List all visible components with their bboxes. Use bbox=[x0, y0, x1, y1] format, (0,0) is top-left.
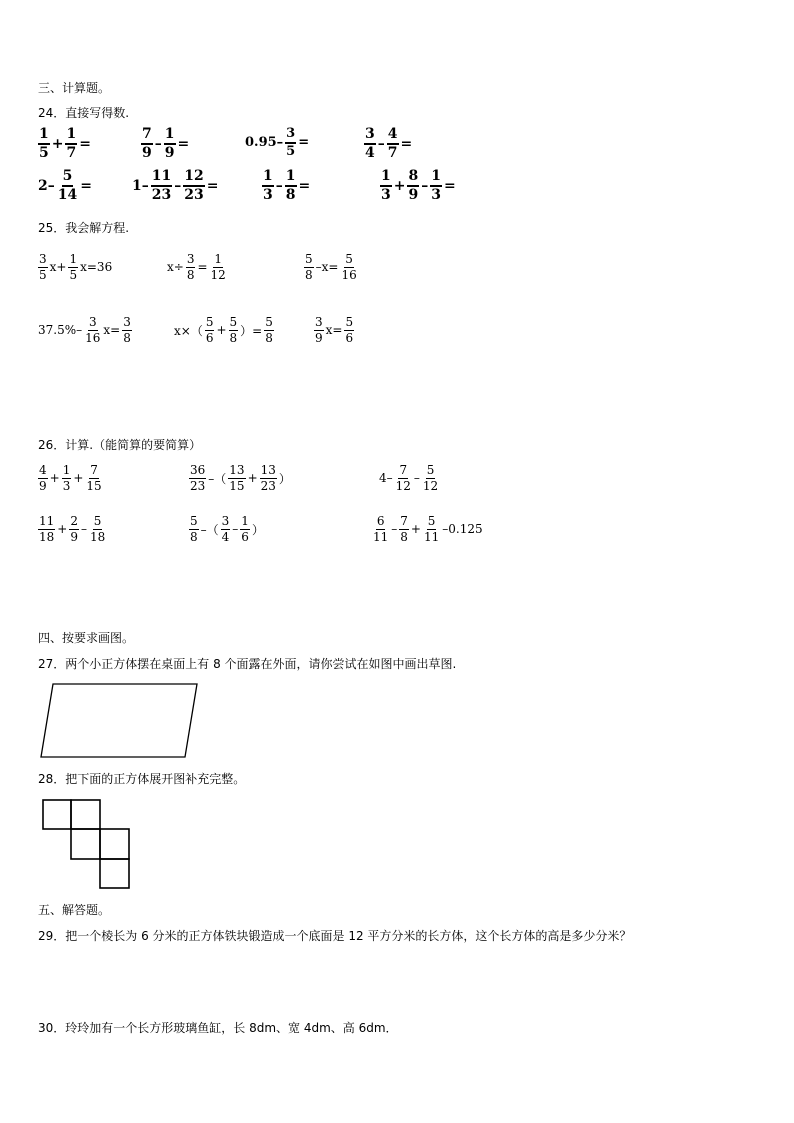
operator-text: x÷ bbox=[167, 260, 184, 275]
operator-text: 1– bbox=[132, 177, 149, 194]
fraction-numerator: 1 bbox=[262, 169, 274, 187]
operator-text: ） bbox=[278, 471, 291, 486]
fraction-numerator: 1 bbox=[38, 127, 50, 145]
operator-text: + bbox=[247, 471, 258, 486]
question-28-title: 28．把下面的正方体展开图补充完整。 bbox=[38, 772, 246, 786]
operator-text: ） bbox=[251, 522, 264, 537]
fraction-numerator: 5 bbox=[229, 315, 238, 329]
fraction-denominator: 18 bbox=[39, 529, 55, 544]
fraction-denominator: 6 bbox=[205, 330, 214, 345]
fraction-numerator: 3 bbox=[186, 252, 195, 266]
fraction-numerator: 8 bbox=[407, 169, 419, 187]
fraction-denominator: 4 bbox=[221, 529, 230, 544]
fraction-numerator: 5 bbox=[345, 315, 354, 329]
operator-text: = bbox=[177, 135, 190, 152]
fraction-denominator: 9 bbox=[408, 186, 419, 203]
fraction-numerator: 3 bbox=[221, 514, 230, 528]
fraction-numerator: 3 bbox=[315, 315, 323, 329]
fraction-denominator: 23 bbox=[190, 478, 206, 493]
operator-text: = bbox=[79, 135, 91, 152]
fraction-denominator: 8 bbox=[186, 267, 195, 282]
fraction-numerator: 7 bbox=[400, 514, 408, 528]
fraction-numerator: 5 bbox=[345, 252, 353, 266]
fraction-denominator: 8 bbox=[265, 330, 273, 345]
operator-text: = bbox=[298, 177, 311, 194]
fraction-denominator: 6 bbox=[241, 529, 249, 544]
cube-net-square bbox=[100, 829, 129, 859]
operator-text: – bbox=[154, 135, 162, 152]
fraction-denominator: 9 bbox=[142, 144, 152, 161]
fraction-denominator: 8 bbox=[190, 529, 198, 544]
fraction-denominator: 12 bbox=[395, 478, 411, 493]
fraction-numerator: 5 bbox=[426, 463, 435, 477]
fraction-numerator: 7 bbox=[141, 127, 153, 145]
fraction-denominator: 15 bbox=[86, 478, 102, 493]
operator-text: 4– bbox=[379, 471, 393, 486]
fraction-numerator: 1 bbox=[241, 514, 249, 528]
operator-text: x=36 bbox=[80, 260, 113, 275]
operator-text: – bbox=[413, 471, 420, 486]
fraction-denominator: 18 bbox=[89, 529, 106, 544]
fraction-numerator: 4 bbox=[39, 463, 47, 477]
operator-text: 0.95– bbox=[245, 135, 284, 151]
fraction-numerator: 36 bbox=[190, 463, 206, 477]
fraction-denominator: 4 bbox=[365, 144, 375, 161]
fraction-numerator: 2 bbox=[70, 514, 78, 528]
fraction-numerator: 3 bbox=[123, 315, 131, 329]
operator-text: x×（ bbox=[174, 323, 203, 338]
fraction-numerator: 5 bbox=[205, 315, 214, 329]
operator-text: –（ bbox=[208, 471, 227, 486]
operator-text: + bbox=[49, 471, 60, 486]
fraction-numerator: 1 bbox=[69, 252, 78, 266]
operator-text: x= bbox=[103, 323, 121, 338]
operator-text: + bbox=[51, 135, 64, 152]
question-26-title: 26．计算.（能简算的要简算） bbox=[38, 438, 202, 452]
fraction-numerator: 5 bbox=[265, 315, 273, 329]
fraction-numerator: 1 bbox=[164, 127, 176, 145]
fraction-denominator: 23 bbox=[184, 186, 204, 203]
fraction-numerator: 5 bbox=[62, 169, 74, 187]
operator-text: – bbox=[275, 177, 283, 194]
fraction-denominator: 23 bbox=[151, 186, 172, 203]
fraction-denominator: 16 bbox=[341, 267, 357, 282]
fraction-denominator: 3 bbox=[381, 186, 391, 203]
fraction-numerator: 3 bbox=[88, 315, 97, 329]
cube-net-square bbox=[71, 800, 100, 829]
operator-text: –（ bbox=[200, 522, 219, 537]
fraction-numerator: 1 bbox=[430, 169, 442, 187]
question-25-title: 25．我会解方程. bbox=[38, 221, 130, 235]
question-30-title: 30．玲玲加有一个长方形玻璃鱼缸，长 8dm、宽 4dm、高 6dm． bbox=[38, 1021, 398, 1035]
question-27-title: 27．两个小正方体摆在桌面上有 8 个面露在外面，请你尝试在如图中画出草图. bbox=[38, 657, 457, 671]
question-29-title: 29．把一个棱长为 6 分米的正方体铁块锻造成一个底面是 12 平方分米的长方体，这个长方体的高是多少分米？ bbox=[38, 929, 632, 943]
operator-text: 2– bbox=[38, 177, 55, 194]
operator-text: – bbox=[174, 177, 182, 194]
operator-text: = bbox=[197, 260, 208, 275]
operator-text: 37.5%– bbox=[38, 323, 83, 338]
fraction-denominator: 16 bbox=[85, 330, 101, 345]
operator-text: = bbox=[443, 177, 456, 194]
fraction-numerator: 7 bbox=[90, 463, 98, 477]
operator-text: –x= bbox=[315, 260, 339, 275]
fraction-denominator: 8 bbox=[123, 330, 131, 345]
fraction-denominator: 8 bbox=[400, 529, 408, 544]
operator-text: – bbox=[377, 135, 385, 152]
operator-text: – bbox=[232, 522, 239, 537]
fraction-numerator: 7 bbox=[399, 463, 408, 477]
fraction-numerator: 1 bbox=[65, 127, 77, 145]
operator-text: –0.125 bbox=[442, 522, 483, 537]
operator-text: x+ bbox=[49, 260, 67, 275]
operator-text: = bbox=[206, 177, 219, 194]
operator-text: + bbox=[57, 522, 68, 537]
fraction-denominator: 6 bbox=[345, 330, 354, 345]
fraction-denominator: 7 bbox=[66, 144, 77, 161]
fraction-numerator: 1 bbox=[214, 252, 222, 266]
fraction-denominator: 9 bbox=[164, 144, 175, 161]
fraction-numerator: 11 bbox=[151, 169, 172, 187]
operator-text: + bbox=[393, 177, 406, 194]
fraction-denominator: 5 bbox=[39, 144, 49, 161]
fraction-numerator: 3 bbox=[364, 127, 376, 145]
operator-text: ）= bbox=[240, 323, 263, 338]
operator-text: – bbox=[391, 522, 398, 537]
fraction-numerator: 5 bbox=[190, 514, 198, 528]
operator-text: x= bbox=[325, 323, 343, 338]
fraction-denominator: 8 bbox=[285, 186, 296, 203]
fraction-numerator: 1 bbox=[380, 169, 392, 187]
fraction-numerator: 6 bbox=[376, 514, 385, 528]
fraction-denominator: 23 bbox=[260, 478, 276, 493]
operator-text: = bbox=[80, 177, 92, 194]
fraction-numerator: 3 bbox=[39, 252, 47, 266]
fraction-numerator: 4 bbox=[387, 127, 399, 145]
question-24-title: 24．直接写得数. bbox=[38, 106, 130, 120]
section-5-title: 五、解答题。 bbox=[38, 903, 111, 917]
cube-net-partial bbox=[43, 800, 129, 888]
fraction-denominator: 3 bbox=[431, 186, 441, 203]
fraction-denominator: 9 bbox=[315, 330, 323, 345]
fraction-denominator: 7 bbox=[387, 144, 398, 161]
fraction-denominator: 5 bbox=[69, 267, 78, 282]
fraction-denominator: 14 bbox=[57, 186, 78, 203]
fraction-denominator: 3 bbox=[263, 186, 273, 203]
fraction-denominator: 8 bbox=[305, 267, 313, 282]
fraction-denominator: 11 bbox=[423, 529, 440, 544]
fraction-numerator: 5 bbox=[427, 514, 436, 528]
fraction-denominator: 8 bbox=[229, 330, 238, 345]
section-4-title: 四、按要求画图。 bbox=[38, 631, 135, 645]
parallelogram-drawing-area bbox=[41, 684, 197, 757]
operator-text: + bbox=[216, 323, 227, 338]
cube-net-square bbox=[71, 829, 100, 859]
fraction-denominator: 9 bbox=[39, 478, 47, 493]
fraction-numerator: 5 bbox=[305, 252, 313, 266]
fraction-numerator: 13 bbox=[229, 463, 245, 477]
section-3-title: 三、计算题。 bbox=[38, 81, 111, 95]
cube-net-square bbox=[43, 800, 71, 829]
fraction-denominator: 3 bbox=[62, 478, 71, 493]
fraction-numerator: 12 bbox=[183, 169, 204, 187]
fraction-numerator: 3 bbox=[285, 127, 296, 144]
fraction-denominator: 11 bbox=[373, 529, 389, 544]
operator-text: + bbox=[73, 471, 84, 486]
fraction-numerator: 11 bbox=[39, 514, 55, 528]
fraction-denominator: 9 bbox=[70, 529, 78, 544]
fraction-denominator: 5 bbox=[39, 267, 47, 282]
operator-text: – bbox=[80, 522, 87, 537]
fraction-numerator: 5 bbox=[93, 514, 102, 528]
fraction-numerator: 13 bbox=[260, 463, 276, 477]
operator-text: + bbox=[410, 522, 421, 537]
fraction-denominator: 5 bbox=[286, 143, 296, 159]
fraction-denominator: 15 bbox=[229, 478, 245, 493]
fraction-numerator: 1 bbox=[62, 463, 71, 477]
operator-text: = bbox=[298, 135, 310, 151]
fraction-denominator: 12 bbox=[422, 478, 439, 493]
fraction-denominator: 12 bbox=[210, 267, 226, 282]
cube-net-square bbox=[100, 859, 129, 888]
operator-text: = bbox=[400, 135, 413, 152]
fraction-numerator: 1 bbox=[285, 169, 297, 187]
operator-text: – bbox=[421, 177, 429, 194]
